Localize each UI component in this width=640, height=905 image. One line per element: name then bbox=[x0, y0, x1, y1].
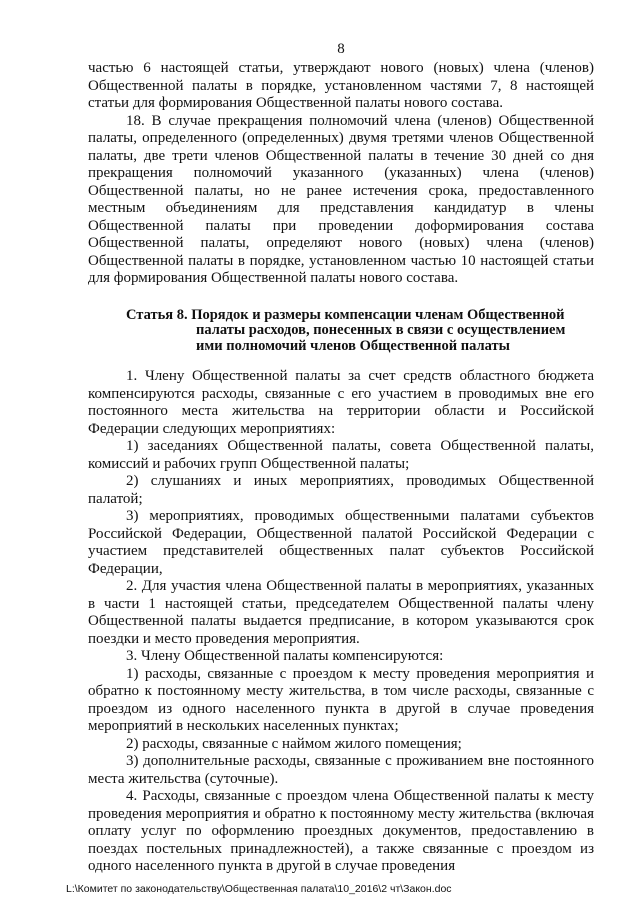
paragraph-item-18: 18. В случае прекращения полномочий члена (членов) Общественной палаты, определенного (определенных) двумя третями членов Общественной палаты, две трети членов Общественной палаты в течение 30 дней со дня прекращения полномочий указанного (указанных) члена (членов) Общественной палаты, но не ранее истечения срока, предоставленного местным объединениям для представления кандидатур в члены Общественной палаты при проведении доформирования состава Общественной палаты, определяют нового (новых) члена (членов) Общественной палаты в порядке, установленном частью 10 настоящей статьи для формирования Общественной палаты нового состава. bbox=[88, 112, 594, 286]
footer-file-path: L:\Комитет по законодательству\Общественная палата\10_2016\2 чт\Закон.doc bbox=[66, 883, 452, 895]
paragraph-part-1-item-3: 3) мероприятиях, проводимых общественными палатами субъектов Российской Федерации, Общественной палатой Российской Федерации с участием представителей общественных палат субъектов Российской Федерации, bbox=[88, 508, 594, 577]
article-8-heading-line-2: палаты расходов, понесенных в связи с осуществлением ими полномочий членов Общественной палаты bbox=[196, 322, 566, 354]
paragraph-part-4: 4. Расходы, связанные с проездом члена Общественной палаты к месту проведения мероприятия и обратно к постоянному месту жительства (включая оплату услуг по оформлению проездных документов, предоставлению в поездах постельных принадлежностей), а также связанные с проездом из одного населенного пункта в другой в случае проведения bbox=[88, 788, 594, 874]
paragraph-continuation: частью 6 настоящей статьи, утверждают нового (новых) члена (членов) Общественной палаты в порядке, установленном частями 7, 8 настоящей статьи для формирования Общественной палаты нового состава. bbox=[88, 60, 594, 111]
paragraph-part-3-item-2: 2) расходы, связанные с наймом жилого помещения; bbox=[126, 735, 462, 752]
paragraph-part-3: 3. Члену Общественной палаты компенсируются: bbox=[126, 648, 444, 664]
paragraph-part-3-item-1: 1) расходы, связанные с проездом к месту проведения мероприятия и обратно к постоянному месту жительства, в том числе расходы, связанные с проездом из одного населенного пункта в другой в случае проведения мероприятий в нескольких населенных пунктах; bbox=[88, 665, 594, 734]
article-8-heading bbox=[88, 308, 594, 355]
article-8-heading-line-1: Статья 8. Порядок и размеры компенсации членам Общественной bbox=[126, 306, 565, 323]
paragraph-part-1-item-2: 2) слушаниях и иных мероприятиях, проводимых Общественной палатой; bbox=[88, 473, 594, 507]
paragraph-part-2: 2. Для участия члена Общественной палаты в мероприятиях, указанных в части 1 настоящей статьи, председателем Общественной палаты члену Общественной палаты выдается предписание, в котором указываются срок поездки и место проведения мероприятия. bbox=[88, 578, 594, 647]
paragraph-part-3-item-3: 3) дополнительные расходы, связанные с проживанием вне постоянного места жительства (суточные). bbox=[88, 753, 594, 787]
page-number: 8 bbox=[337, 41, 345, 57]
paragraph-part-1-item-1: 1) заседаниях Общественной палаты, совета Общественной палаты, комиссий и рабочих групп Общественной палаты; bbox=[88, 438, 594, 472]
paragraph-part-1: 1. Члену Общественной палаты за счет средств областного бюджета компенсируются расходы, связанные с его участием в проводимых вне его постоянного места жительства на территории области и Российской Федерации следующих мероприятиях: bbox=[88, 368, 594, 437]
